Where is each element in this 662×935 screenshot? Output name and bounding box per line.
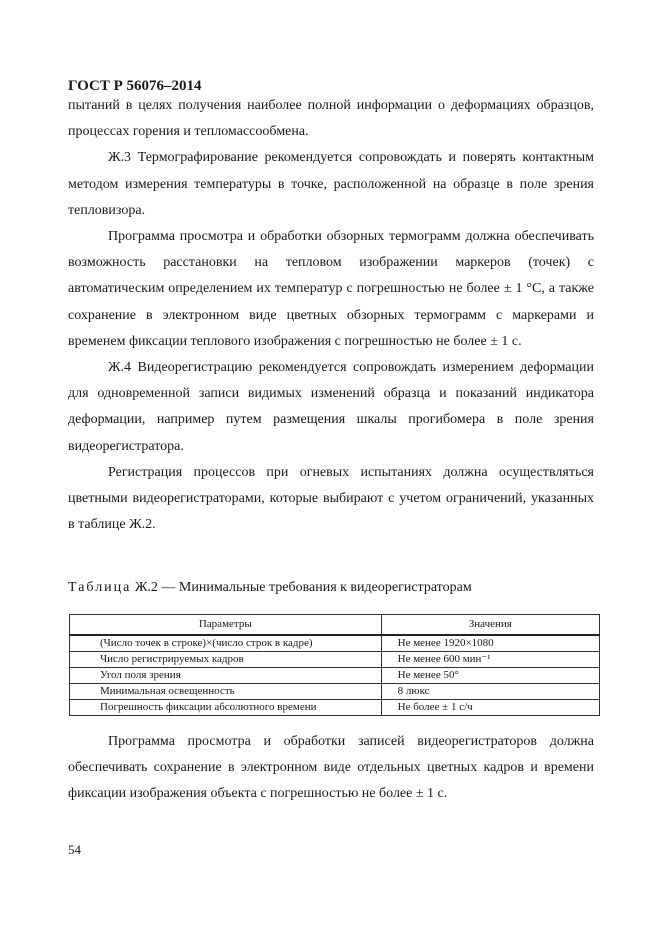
value-cell: Не менее 50° [381,668,599,684]
paragraph-zh4: Ж.4 Видеорегистрацию рекомендуется сопровождать измерением деформации для одновременной записи видимых изменений образца и показаний индикатора деформации, например путем размещения шкалы прогибомера в поле зрения видеорегистратора. [68,360,594,454]
table-caption [68,580,472,596]
header-values: Значения [381,615,599,636]
table-row [70,652,600,668]
requirements-table [69,614,600,716]
table-row [70,635,600,652]
param-cell: Минимальная освещенность [70,684,382,700]
paragraph-continuation: пытаний в целях получения наиболее полной информации о деформациях образцов, процессах горения и тепломассообмена. [68,98,594,140]
body-text-bottom [68,729,594,808]
param-cell: Угол поля зрения [70,668,382,684]
param-cell: Число регистрируемых кадров [70,652,382,668]
value-cell: 8 люкс [381,684,599,700]
value-cell: Не более ± 1 с/ч [381,700,599,716]
paragraph-zh3: Ж.3 Термографирование рекомендуется сопровождать и поверять контактным методом измерения температуры в точке, расположенной на образце в поле зрения тепловизора. [68,150,594,218]
table-caption-title: Ж.2 — Минимальные требования к видеорегистраторам [131,580,472,595]
paragraph-video-registration: Регистрация процессов при огневых испытаниях должна осуществляться цветными видеорегистраторами, которые выбирают с учетом ограничений, указанных в таблице Ж.2. [68,464,594,533]
paragraph-video-software: Программа просмотра и обработки записей видеорегистраторов должна обеспечивать сохранение в электронном виде отдельных цветных кадров и времени фиксации изображения объекта с погрешностью не более ± 1 с. [68,734,594,802]
param-cell: Погрешность фиксации абсолютного времени [70,700,382,716]
body-text-top [68,93,594,538]
value-cell: Не менее 1920×1080 [381,635,599,652]
table-header-row [70,615,600,636]
value-cell: Не менее 600 мин⁻¹ [381,652,599,668]
table-row [70,700,600,716]
paragraph-thermogram-software: Программа просмотра и обработки обзорных термограмм должна обеспечивать возможность расстановки на тепловом изображении маркеров (точек) с автоматическим определением их температур с погрешностью не более ± 1 °С, а также сохранение в электронном виде цветных обзорных термограмм с маркерами и временем фиксации теплового изображения с погрешностью не более ± 1 с. [68,229,594,349]
table-caption-label: Таблица [68,580,132,595]
page-number: 54 [68,842,81,857]
param-cell: (Число точек в строке)×(число строк в кадре) [70,635,382,652]
table-row [70,668,600,684]
header-parameters: Параметры [70,615,382,636]
table-row [70,684,600,700]
document-code-header: ГОСТ Р 56076–2014 [68,78,202,94]
